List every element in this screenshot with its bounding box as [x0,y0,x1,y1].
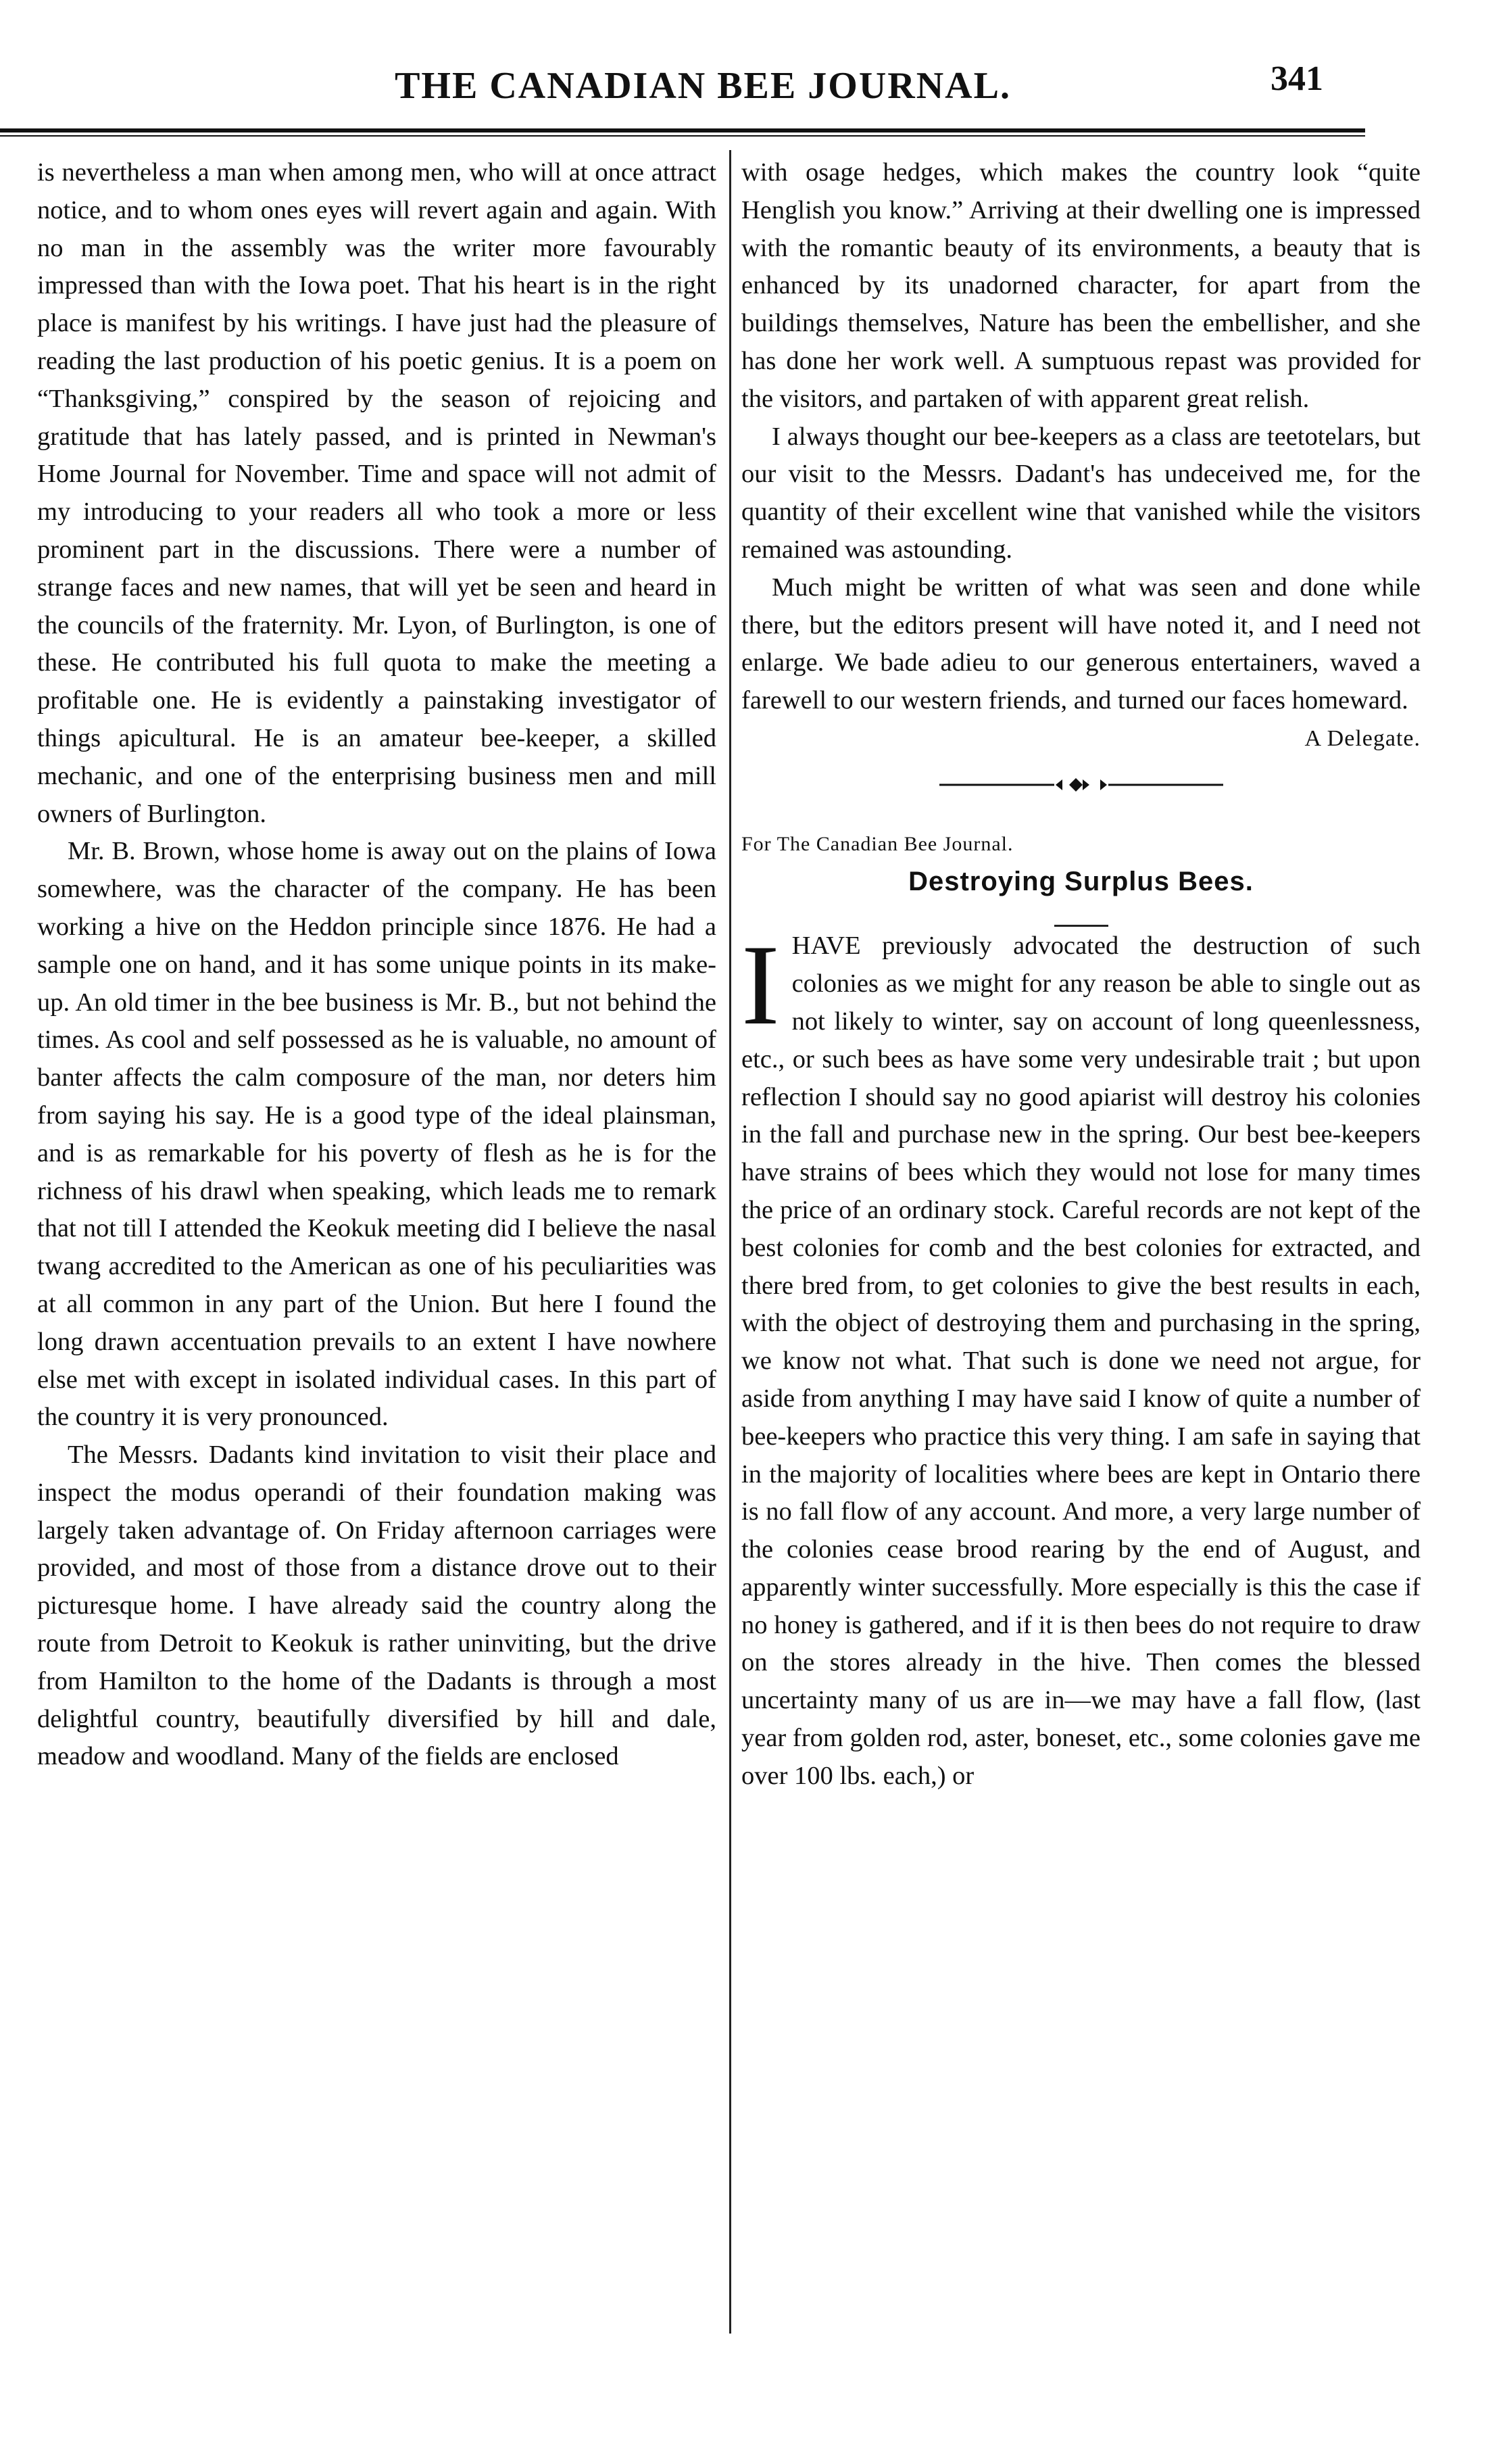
journal-title: THE CANADIAN BEE JOURNAL. [395,65,1011,107]
running-head [0,59,1503,118]
signature: A Delegate. [1304,725,1421,751]
title-rule [741,900,1421,927]
left-column [37,154,716,1776]
ornament-rule-icon [939,771,1223,798]
left-paragraph-1: is nevertheless a man when among men, who will at once attract notice, and to whom ones eyes will revert again and again. With no man in the assembly was the writer more favourably impressed than with the Iowa poet. That his heart is in the right place is manifest by his writings. I have just had the pleasure of reading the last production of his poetic genius. It is a poem on “Thanksgiving,” conspired by the season of rejoicing and gratitude that has lately passed, and is printed in Newman's Home Journal for November. Time and space will not admit of my introducing to your readers all who took a more or less prominent part in the discussions. There were a number of strange faces and new names, that will yet be seen and heard in the councils of the fraternity. Mr. Lyon, of Burlington, is one of these. He contributed his full quota to make the meeting a profitable one. He is evidently a painstaking investigator of things apicultural. He is an amateur bee-keeper, a skilled mechanic, and one of the enterprising business men and mill owners of Burlington. [37,158,716,828]
page-number: 341 [1271,59,1323,98]
article-paragraph-1: IHAVE previously advocated the destruction of such colonies as we might for any reason be able to single out as not likely to winter, say on account of long queenlessness, etc., or such bees as have some very undesirable trait ; but upon reflection I should say no good apiarist will destroy his colonies in the fall and purchase new in the spring. Our best bee-keepers have strains of bees which they would not lose for many times the price of an ordinary stock. Careful records are not kept of the best colonies for comb and the best colonies for extracted, and there bred from, to get colonies to give the best results in each, with the object of destroying them and purchasing in the spring, we know not what. That such is done we need not argue, for aside from anything I may have said I know of quite a number of bee-keepers who practice this very thing. I am safe in saying that in the majority of localities where bees are kept in Ontario there is no fall flow of any account. And more, a very large number of the colonies cease brood rearing by the end of August, and apparently winter successfully. More especially is this the case if no honey is gathered, and if it is then bees do not require to draw on the stores already in the hive. Then comes the blessed uncertainty many of us are in—we may have a fall flow, (last year from golden rod, aster, boneset, etc., some colonies gave me over 100 lbs. each,) or [741,921,1421,1790]
left-paragraph-3: The Messrs. Dadants kind invitation to visit their place and inspect the modus operandi of their foundation making was largely taken advantage of. On Friday afternoon carriages were provided, and most of those from a distance drove out to their picturesque home. I have already said the country along the route from Detroit to Keokuk is rather uninviting, but the drive from Hamilton to the home of the Dadants is through a most delightful country, beautifully diversified by hill and dale, meadow and woodland. Many of the fields are enclosed [37,1441,716,1771]
left-paragraph-2: Mr. B. Brown, whose home is away out on the plains of Iowa somewhere, was the character of the company. He has been working a hive on the Heddon principle since 1876. He had a sample one on hand, and it has some unique points in its make-up. An old timer in the bee business is Mr. B., but not behind the times. As cool and self possessed as he is valuable, no amount of banter affects the calm composure of the man, nor deters him from saying his say. He is a good type of the ideal plainsman, and is as remarkable for his poverty of flesh as he is for the richness of his drawl when speaking, which leads me to remark that not till I attended the Keokuk meeting did I believe the nasal twang accredited to the American as one of his peculiarities was at all common in any part of the Union. But here I found the long drawn accentuation prevails to an extent I have nowhere else met with except in isolated individual cases. In this part of the country it is very pronounced. [37,837,716,1432]
article-title: Destroying Surplus Bees. [908,866,1254,896]
header-rule-thin [0,135,1365,137]
column-divider [729,150,731,2334]
right-paragraph-2: I always thought our bee-keepers as a class are teetotelars, but our visit to the Messrs. Dadant's has undeceived me, for the quantity of their excellent wine that vanished while the visitors remained was astounding. [741,422,1421,564]
right-paragraph-1: with osage hedges, which makes the country look “quite Henglish you know.” Arriving at their dwelling one is impressed with the romantic beauty of its environments, a beauty that is enhanced by its unadorned character, for apart from the buildings themselves, Nature has been the embellisher, and she has done her work well. A sumptuous repast was provided for the visitors, and partaken of with apparent great relish. [741,158,1421,413]
section-divider [741,771,1421,825]
byline: For The Canadian Bee Journal. [741,832,1014,855]
right-paragraph-3: Much might be written of what was seen and done while there, but the editors present will have noted it, and I need not enlarge. We bade adieu to our generous entertainers, waved a farewell to our western friends, and turned our faces homeward. [741,573,1421,715]
header-rule [0,128,1365,132]
right-column [741,154,1421,1795]
